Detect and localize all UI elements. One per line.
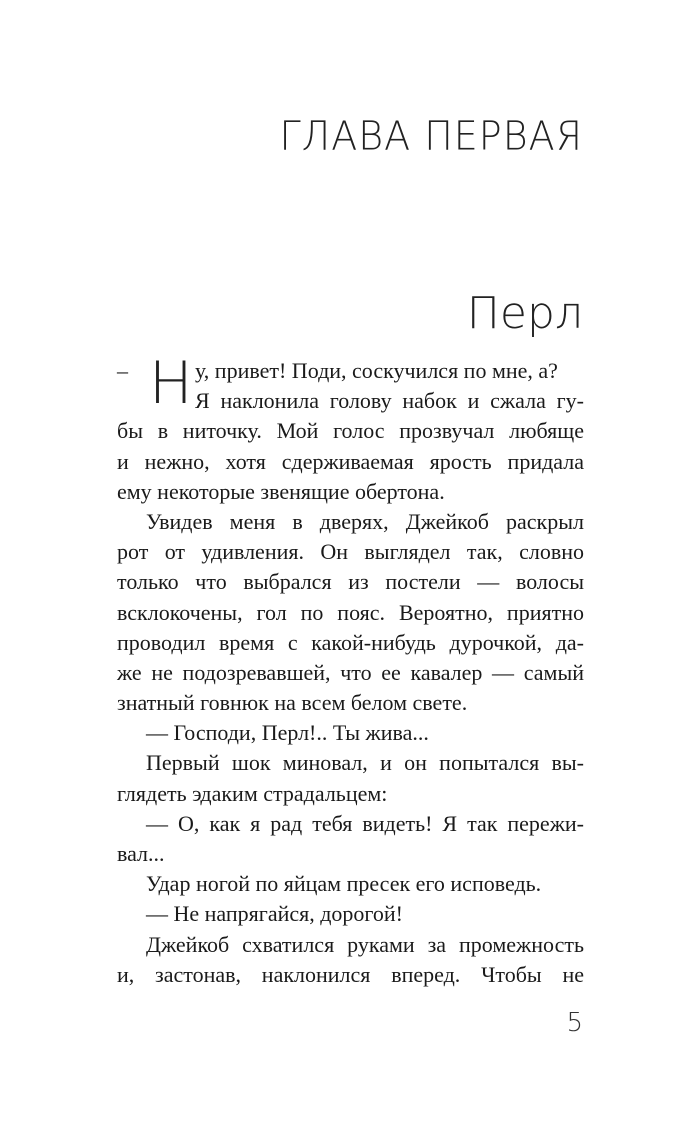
- text-line: Джейкоб схватился руками за промежность: [146, 931, 584, 957]
- body-text: [117, 349, 584, 990]
- text-line: Я наклонила голову набок и сжала гу-: [195, 388, 584, 414]
- text-line: Увидев меня в дверях, Джейкоб раскрыл: [146, 508, 584, 534]
- chapter-title: ГЛАВА ПЕРВАЯ: [279, 112, 583, 160]
- text-line: у, привет! Поди, соскучился по мне, а?: [195, 358, 558, 383]
- text-line: глядеть эдаким страдальцем:: [117, 780, 388, 806]
- text-line: ему некоторые звенящие обертона.: [117, 478, 445, 504]
- text-line: — Не напрягайся, дорогой!: [146, 901, 404, 927]
- lead-dash: –: [117, 358, 128, 383]
- text-line: и нежно, хотя сдерживаемая ярость придала: [117, 448, 584, 474]
- text-line: и, застонав, наклонился вперед. Чтобы не: [117, 961, 584, 987]
- text-line: — Господи, Перл!.. Ты жива...: [146, 720, 429, 746]
- drop-cap-letter: Н: [149, 349, 193, 417]
- text-line: рот от удивления. Он выглядел так, словно: [117, 539, 584, 565]
- text-line: же не подозревавшей, что ее кавалер — самый: [117, 659, 584, 685]
- text-line: Удар ногой по яйцам пресек его исповедь.: [146, 871, 542, 897]
- text-line: Первый шок миновал, и он попытался вы-: [146, 750, 584, 776]
- text-line: только что выбрался из постели — волосы: [117, 569, 584, 595]
- text-line: знатный говнюк на всем белом свете.: [117, 690, 468, 716]
- page-number: 5: [566, 1008, 583, 1038]
- opening-paragraph: [117, 349, 584, 417]
- text-line: — О, как я рад тебя видеть! Я так пережи-: [146, 810, 584, 836]
- text-line: всклокочены, гол по пояс. Вероятно, приятно: [117, 599, 584, 625]
- section-title: Перл: [466, 288, 583, 339]
- text-line: бы в ниточку. Мой голос прозвучал любяще: [117, 418, 584, 444]
- text-line: вал...: [117, 841, 165, 866]
- text-line: проводил время с какой-нибудь дурочкой, да-: [117, 629, 584, 655]
